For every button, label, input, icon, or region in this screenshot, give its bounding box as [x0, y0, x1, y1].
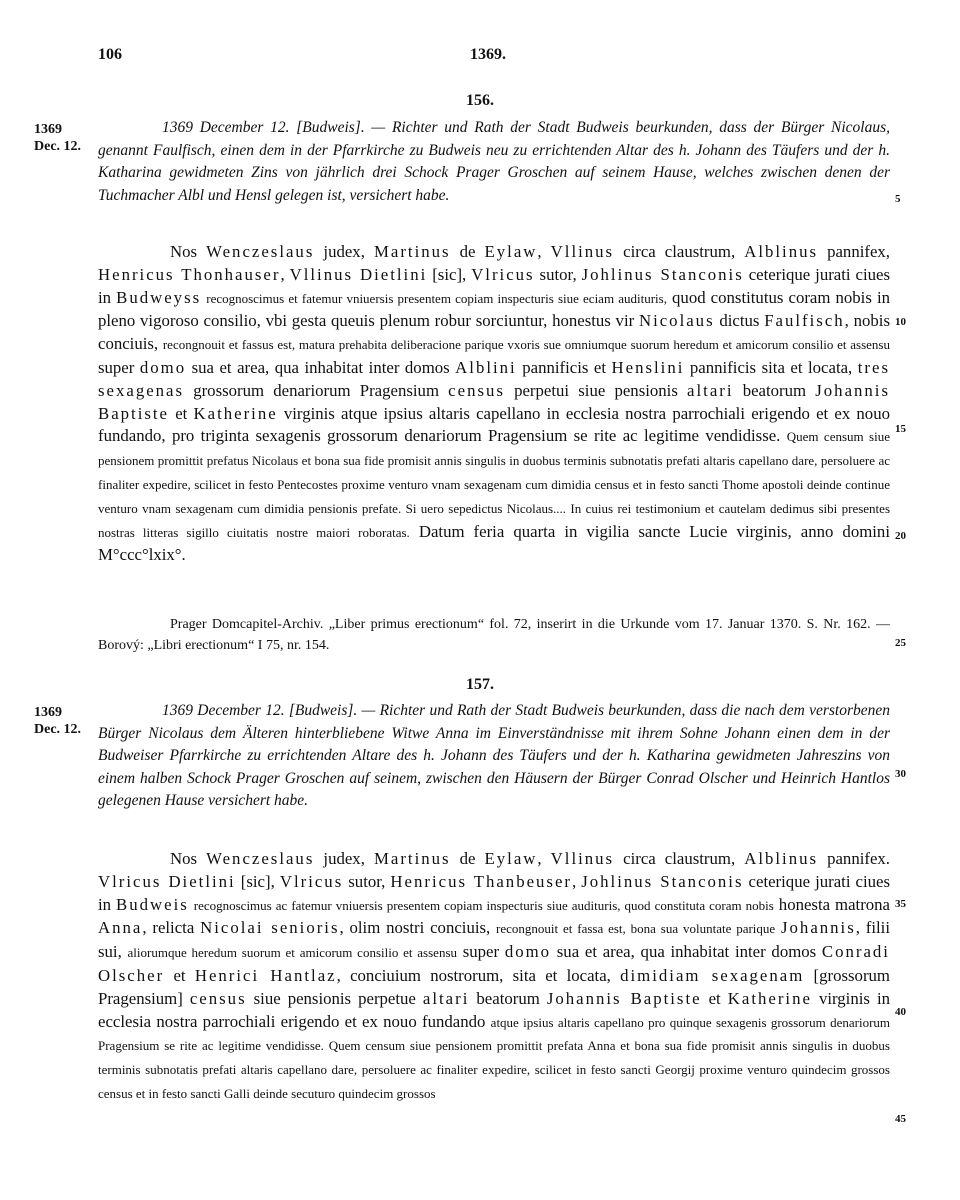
- formula-small: recongnouit et fassa est, bona sua voluntate parique: [496, 921, 776, 937]
- name-spaced: Alblini: [455, 357, 517, 377]
- name-spaced: Wenczeslaus: [206, 242, 315, 261]
- text-run: de: [450, 242, 485, 261]
- text-run: [sic],: [235, 871, 280, 891]
- name-spaced: Johannis: [781, 918, 856, 938]
- line-number: 30: [895, 768, 906, 780]
- text-run: ,: [537, 242, 551, 261]
- name-spaced: Henslini: [611, 357, 685, 377]
- text-run: judex,: [314, 849, 374, 868]
- text-run: beatorum: [733, 380, 816, 400]
- text-run: super: [457, 942, 505, 962]
- name-spaced: Vlricus: [279, 871, 344, 891]
- text-run: quod constitutus coram nobis in pleno vigoroso consilio, vbi gesta queuis plenum robur sorciuntur, honestus vir: [98, 287, 891, 331]
- regest-text: 1369 December 12. [Budweis]. — Richter und Rath der Stadt Budweis beurkunden, dass der Bürger Nicolaus, genannt Faulfisch, einen dem in der Pfarrkirche zu Budweis neu zu errichtenden Altar des h. Johann des Täufers und der h. Katharina gewidmeten Zins von jährlich drei Schock Prager Groschen auf seinem Hause, welches zwischen denen der Tuchmacher Albl und Hensl gelegen ist, versichert habe.: [98, 119, 890, 204]
- document-number: 156.: [466, 92, 494, 109]
- text-run: , nobis conciuis,: [98, 311, 890, 354]
- text-run: Datum feria quarta in vigilia sancte Lucie virginis, anno domini M°ccc°lxix°.: [98, 521, 890, 565]
- name-spaced: Johlinus Stanconis: [581, 264, 744, 284]
- margin-year: 1369: [34, 122, 62, 137]
- name-spaced: census: [189, 988, 247, 1008]
- name-spaced: domo: [504, 942, 552, 962]
- formula-small: recongnouit et fassus est, matura prehabita deliberacione parique vxoris sue omniumque suorum heredum et amicorum consilio et assensu: [162, 337, 890, 353]
- text-run: Nos: [170, 242, 207, 261]
- text-run: et: [164, 965, 195, 985]
- text-run: pannificis sita et locata,: [684, 357, 858, 377]
- line-number: 20: [895, 530, 906, 542]
- text-run: beatorum: [469, 988, 547, 1008]
- margin-day: Dec. 12.: [34, 139, 82, 154]
- formula-small: Quem censum siue pensionem promittit prefatus Nicolaus et bona sua fide promisit annis singulis in duobus terminis subnotatis prefati altaris capellano dare, persoluere ac finaliter expedire, scilicet in festo Pentecostes proxime venturo vnam sexagenam cum dimidia census et in festo sancti Thome apostoli deinde continue venturo vnam sexagenam cum dimidia pensionis prefate. Si uero sepedictus Nicolaus.... In cuius rei testimonium et cautelam dedimus sibi presentes nostras litteras sigillo ciuitatis nostre maiori roboratas.: [98, 429, 890, 540]
- text-run: pannificis et: [516, 357, 612, 377]
- text-run: ceterique jurati ciues in: [98, 264, 891, 307]
- text-run: sutor,: [343, 871, 391, 891]
- text-run: et: [701, 988, 728, 1008]
- text-run: [grossorum Pragensium]: [98, 965, 890, 1008]
- text-run: de: [450, 849, 485, 868]
- name-spaced: dimidiam sexagenam: [620, 965, 805, 985]
- name-spaced: census: [448, 380, 505, 400]
- margin-date: [34, 704, 94, 738]
- margin-year: 1369: [34, 705, 62, 720]
- line-number: 10: [895, 316, 906, 328]
- name-spaced: Budweis: [116, 894, 189, 914]
- text-run: virginis atque ipsius altaris capellano in ecclesia nostra parrochiali erigendo et ex nouo fundando, pro triginta sexagenis grossorum denariorum Pragensium se rite ac legitime vendidisse.: [98, 403, 890, 446]
- text-run: ,: [537, 849, 551, 868]
- name-spaced: Alblinus: [744, 849, 819, 868]
- charter-text: [98, 848, 890, 1106]
- name-spaced: Anna: [98, 918, 143, 938]
- text-run: pannifex.: [818, 849, 890, 868]
- name-spaced: Nicolai senioris: [200, 918, 340, 938]
- text-run: ,: [280, 264, 290, 284]
- page-number: 106: [98, 46, 122, 63]
- text-run: Nos: [170, 849, 207, 868]
- name-spaced: altari: [422, 988, 470, 1008]
- document-number: 157.: [466, 676, 494, 693]
- charter-text: [98, 241, 890, 567]
- name-spaced: Johannis Baptiste: [98, 380, 890, 423]
- line-number: 40: [895, 1006, 906, 1018]
- name-spaced: Martinus: [373, 849, 451, 868]
- line-number: 15: [895, 423, 906, 435]
- name-spaced: Vllinus: [550, 242, 615, 261]
- margin-date: [34, 121, 94, 155]
- name-spaced: Wenczeslaus: [206, 849, 315, 868]
- name-spaced: Eylaw: [484, 242, 538, 261]
- name-spaced: Henricus Thanbeuser: [390, 871, 572, 891]
- name-spaced: Vllinus: [550, 849, 615, 868]
- text-run: , conciuium nostrorum, sita et locata,: [336, 965, 621, 985]
- running-head-year: 1369.: [470, 46, 506, 63]
- line-number: 25: [895, 637, 906, 649]
- text-run: grossorum denariorum Pragensium: [184, 380, 449, 400]
- text-run: sutor,: [534, 264, 582, 284]
- name-spaced: Eylaw: [484, 849, 538, 868]
- source-note: [98, 614, 890, 656]
- regest: [98, 700, 890, 813]
- name-spaced: Martinus: [373, 242, 451, 261]
- name-spaced: Budweyss: [116, 287, 202, 307]
- text-run: circa claustrum,: [614, 849, 745, 868]
- text-run: , olim nostri conciuis,: [339, 918, 497, 938]
- regest: [98, 117, 890, 207]
- name-spaced: Conradi Olscher: [98, 942, 890, 985]
- text-run: judex,: [314, 242, 374, 261]
- text-run: [sic],: [427, 264, 472, 284]
- name-spaced: tres sexagenas: [98, 357, 890, 400]
- name-spaced: Vllinus Dietlini: [289, 264, 428, 284]
- name-spaced: Johlinus Stanconis: [581, 871, 744, 891]
- text-run: honesta matrona: [773, 894, 891, 914]
- line-number: 45: [895, 1113, 906, 1125]
- name-spaced: Faulfisch: [764, 311, 845, 331]
- name-spaced: Nicolaus: [638, 311, 715, 331]
- name-spaced: domo: [139, 357, 187, 377]
- regest-text: 1369 December 12. [Budweis]. — Richter und Rath der Stadt Budweis beurkunden, dass die nach dem verstorbenen Bürger Nicolaus dem Älteren hinterbliebene Witwe Anna im Einverständnisse mit ihrem Sohne Johann einen dem in der Budweiser Pfarrkirche zu errichtenden Altare des h. Johann des Täufers und der h. Katharina gewidmeten Jahreszins von einem halben Schock Prager Groschen auf seinem, zwischen den Häusern der Bürger Conrad Olscher und Heinrich Hantlos gelegenen Hause versichert habe.: [98, 702, 890, 809]
- name-spaced: Katherine: [727, 988, 812, 1008]
- name-spaced: Katherine: [193, 403, 278, 423]
- text-run: , relicta: [142, 918, 201, 938]
- formula-small: atque ipsius altaris capellano pro quinque sexagenis grossorum denariorum Pragensium se rite ac legitime vendidisse. Quem censum siue pensionem promittit prefata Anna et bona sua fide promisit annis singulis in duobus terminis subnotatis prefati altaris capellano dare, persoluere ac finaliter expedire, scilicet in festo sancti Georgij proxime venturo quindecim grossos census et in festo sancti Galli deinde secuturo quindecim grossos: [98, 1014, 891, 1101]
- text-run: virginis in ecclesia nostra parrochiali erigendo et ex nouo fundando: [98, 988, 890, 1031]
- line-number: 5: [895, 193, 901, 205]
- text-run: ,: [572, 871, 582, 891]
- text-run: ceterique jurati ciues in: [98, 871, 891, 914]
- name-spaced: Henricus Thonhauser: [98, 264, 281, 284]
- text-run: perpetui siue pensionis: [504, 380, 688, 400]
- running-header: [0, 46, 960, 72]
- source-text: Prager Domcapitel-Archiv. „Liber primus erectionum“ fol. 72, inserirt in die Urkunde vom 17. Januar 1370. S. Nr. 162. — Borový: „Libri erectionum“ I 75, nr. 154.: [98, 617, 890, 653]
- formula-small: recognoscimus ac fatemur vniuersis presentem copiam inspecturis siue audituris, quod constituta coram nobis: [193, 897, 774, 913]
- formula-small: recognoscimus et fatemur vniuersis presentem copiam inspecturis siue eciam audituris,: [206, 290, 667, 306]
- text-run: et: [169, 403, 194, 423]
- text-run: super: [98, 357, 140, 377]
- text-run: pannifex,: [818, 242, 890, 261]
- name-spaced: Alblinus: [744, 242, 819, 261]
- name-spaced: Johannis Baptiste: [546, 988, 702, 1008]
- text-run: siue pensionis perpetue: [246, 988, 423, 1008]
- text-run: dictus: [714, 311, 765, 331]
- name-spaced: altari: [687, 380, 734, 400]
- text-run: sua et area, qua inhabitat inter domos: [551, 942, 822, 962]
- formula-small: aliorumque heredum suorum et amicorum consilio et assensu: [127, 945, 458, 961]
- name-spaced: Vlricus: [471, 264, 535, 284]
- name-spaced: Vlricus Dietlini: [98, 871, 236, 891]
- name-spaced: Henrici Hantlaz: [194, 965, 337, 985]
- margin-day: Dec. 12.: [34, 722, 82, 737]
- text-run: , filii sui,: [98, 918, 890, 962]
- text-run: sua et area, qua inhabitat inter domos: [186, 357, 456, 377]
- line-number: 35: [895, 898, 906, 910]
- text-run: circa claustrum,: [614, 242, 745, 261]
